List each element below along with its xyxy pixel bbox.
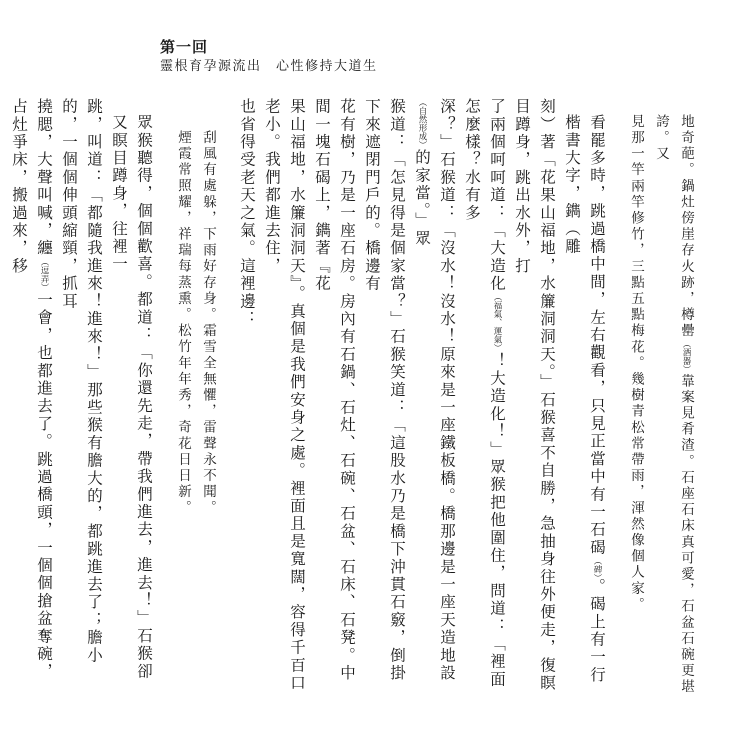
- verse-line: 地奇葩。鍋灶傍崖存火跡，樽罍（酒器）靠案見肴渣。石座石床真可愛，石盆石碗更堪誇。又: [653, 114, 694, 696]
- paragraph-gap: [220, 98, 234, 698]
- text-line: 了兩個呵呵道：「大造化（福氣、運氣）！大造化！」眾猴把他圍住，問道：「裡面怎麼樣？水有多: [463, 98, 506, 689]
- text-line: 眾猴聽得，個個歡喜。都道：「你還先走，帶我們進去，進去！」石猴卻又瞑目蹲身，往裡一: [110, 114, 153, 681]
- chapter-subtitle: 靈根育孕源流出 心性修持大道生: [160, 59, 378, 74]
- chapter-title: 第一回: [160, 38, 209, 56]
- text-line: 撓腮，大聲叫喊，纏（逗弄）一會，也都進去了。跳過橋頭，一個個搶盆奪碗，占灶爭床，搬過來，移: [10, 98, 53, 681]
- text-line: 深？」石猴道：「沒水！沒水！原來是一座鐵板橋。橋那邊是一座天造地設（自然形成）的家當。」眾: [413, 98, 456, 683]
- gloss-note: （逗弄）: [39, 257, 49, 292]
- text-line: 猴道：「怎見得是個家當？」石猴笑道：「這股水乃是橋下沖貫石竅，倒掛下來遮閉門戶的。橋邊有: [363, 98, 406, 683]
- text-line: 花有樹，乃是一座石房。房內有石鍋、石灶、石碗、石盆、石床、石凳。中間一塊石碣上，鐫著『花: [313, 98, 356, 683]
- gloss-note: （自然形成）: [417, 98, 427, 149]
- gloss-note: （碑）: [592, 556, 602, 578]
- verse-line: 見那一竿兩竿修竹，三點五點梅花。幾樹青松常帶雨，渾然像個人家。: [628, 114, 644, 614]
- text-line: 也省得受老天之氣。這裡邊：: [238, 98, 256, 329]
- text-line: 看罷多時，跳過橋中間，左右觀看，只見正當中有一石碣（碑）。碣上有一行楷書大字，鐫（雕: [563, 114, 606, 684]
- text-line: 跳，叫道：「都隨我進來！進來！」那些猴有膽大的，都跳進去了；膽小的，一個個伸頭縮頸，抓耳: [60, 98, 103, 665]
- text-line: 刻）著「花果山福地，水簾洞洞天。」石猴喜不自勝，急抽身往外便走，復瞑目蹲身，跳出水外，打: [513, 98, 556, 693]
- page-header: [160, 38, 378, 76]
- paragraph-gap: [609, 98, 623, 698]
- text-line: 果山福地，水簾洞洞天』。真個是我們安身之處。裡面且是寬闊，容得千百口老小。我們都進去住，: [263, 98, 306, 693]
- verse-line: 刮風有處躲，下雨好存身。霜雪全無懼，雷聲永不聞。: [200, 130, 216, 517]
- verse-line: 煙霞常照耀，祥瑞每蒸熏。松竹年年秀，奇花日日新。: [175, 130, 191, 517]
- gloss-note: （福氣、運氣）: [492, 292, 502, 353]
- paragraph-gap: [156, 98, 170, 698]
- body-text: [6, 98, 698, 698]
- gloss-note: （酒器）: [681, 339, 691, 374]
